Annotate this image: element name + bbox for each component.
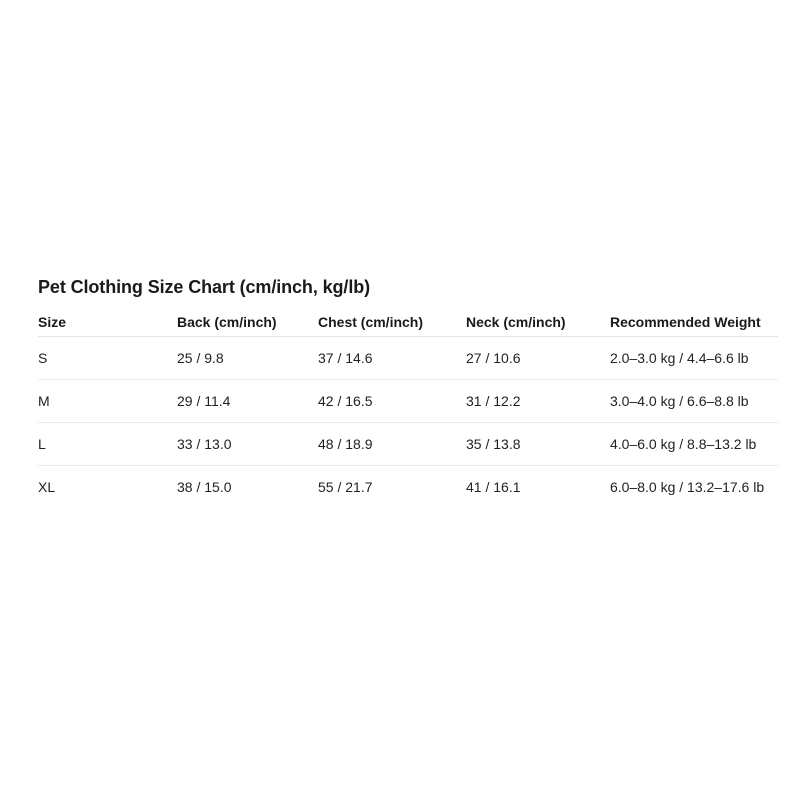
cell-neck: 35 / 13.8 bbox=[466, 423, 610, 466]
table-row bbox=[38, 337, 778, 380]
table-row bbox=[38, 466, 778, 509]
table-row bbox=[38, 423, 778, 466]
cell-back: 29 / 11.4 bbox=[177, 380, 318, 423]
cell-size: S bbox=[38, 337, 177, 380]
cell-back: 25 / 9.8 bbox=[177, 337, 318, 380]
table-header-row bbox=[38, 308, 778, 337]
cell-weight: 2.0–3.0 kg / 4.4–6.6 lb bbox=[610, 337, 778, 380]
cell-chest: 37 / 14.6 bbox=[318, 337, 466, 380]
cell-weight: 3.0–4.0 kg / 6.6–8.8 lb bbox=[610, 380, 778, 423]
cell-back: 38 / 15.0 bbox=[177, 479, 232, 495]
column-header-weight: Recommended Weight bbox=[610, 308, 778, 337]
cell-neck: 31 / 12.2 bbox=[466, 380, 610, 423]
size-chart bbox=[38, 276, 778, 508]
cell-neck: 27 / 10.6 bbox=[466, 337, 610, 380]
column-header-neck: Neck (cm/inch) bbox=[466, 308, 610, 337]
size-table bbox=[38, 308, 778, 508]
cell-chest: 55 / 21.7 bbox=[318, 479, 373, 495]
cell-neck: 41 / 16.1 bbox=[466, 479, 521, 495]
cell-size: XL bbox=[38, 479, 56, 495]
cell-size: L bbox=[38, 423, 177, 466]
column-header-size: Size bbox=[38, 308, 177, 337]
cell-weight: 4.0–6.0 kg / 8.8–13.2 lb bbox=[610, 423, 778, 466]
cell-back: 33 / 13.0 bbox=[177, 423, 318, 466]
table-row bbox=[38, 380, 778, 423]
chart-title: Pet Clothing Size Chart (cm/inch, kg/lb) bbox=[38, 277, 371, 297]
cell-chest: 48 / 18.9 bbox=[318, 423, 466, 466]
cell-size: M bbox=[38, 380, 177, 423]
column-header-back: Back (cm/inch) bbox=[177, 308, 318, 337]
cell-chest: 42 / 16.5 bbox=[318, 380, 466, 423]
column-header-chest: Chest (cm/inch) bbox=[318, 308, 466, 337]
cell-weight: 6.0–8.0 kg / 13.2–17.6 lb bbox=[610, 479, 765, 495]
